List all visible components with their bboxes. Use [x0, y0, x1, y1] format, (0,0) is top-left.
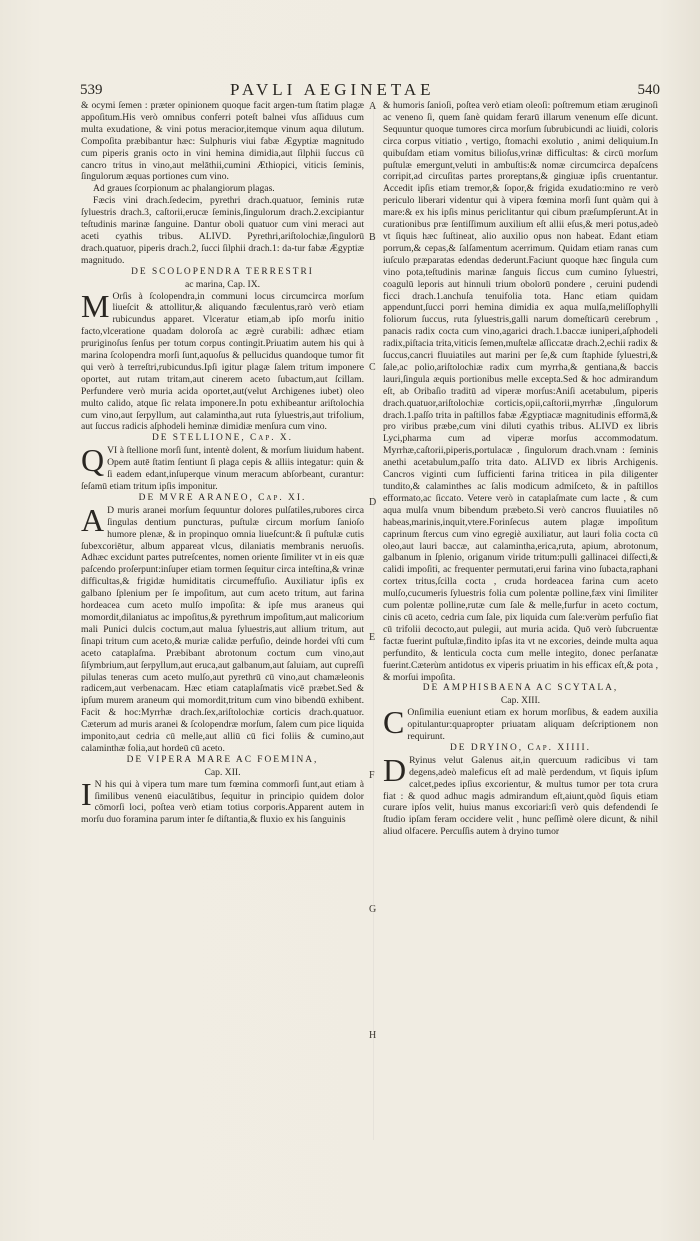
chapter-number: Cap. XII. [204, 766, 241, 778]
paragraph [81, 287, 364, 434]
margin-letter-d: D [369, 497, 377, 508]
section-heading: DE SCOLOPENDRA TERRESTRI [131, 266, 314, 277]
section-heading: DE AMPHISBAENA AC SCYTALA, [422, 683, 619, 694]
paragraph: Fæcis vini drach.ſedecim, pyrethri drach.quatuor, ſeminis rutæ ſyluestris drach.3, caſtorii,erucæ ſeminis,ſingulorum drach.2.excipiantur teſtudinis marinæ ſanguine. Dantur oboli quatuor cum vini meraci aut aceti cyathis tribus. ALIVD. Pyrethri,ariſtolochiæ,ſingulorū drach.quatuor, piperis drach.2, ſucci ſilphii drach.1: da-tur fabæ Ægyptiæ magnitudo. [81, 195, 364, 266]
paragraph [383, 751, 658, 838]
drop-cap: A [81, 501, 105, 538]
page-number-left: 539 [80, 82, 103, 98]
section-heading: DE STELLIONE, Cap. X. [151, 433, 294, 444]
paragraph-text: N his qui à vipera tum mare tum fœmina commorſi ſunt,aut etiam à ſimilibus venenū eiaculātibus, ſequitur in principio quidem dolor cōmorſi loci, poſtea verò etiam totius corporis.Apparent autem in morſu duo foramina parum inter ſe diſtantia,& fluxio ex his ſanguinis [81, 778, 364, 826]
paragraph [81, 442, 364, 493]
drop-cap: C [383, 704, 405, 741]
chapter-number: Cap. XIII. [500, 695, 541, 707]
margin-letter-a: A [369, 101, 377, 112]
paragraph-text: VI à ſtellione morſi ſunt, intentè dolent, & morſum liuidum habent. Opem autē ſtatim ſentiunt ſi plaga cepis & alliis integatur: quin & ſi eadem edant,inſuperque vinum meracum abſorbeant, curantur: ſeſamū etiam tritum ipſis imponitur. [81, 445, 364, 492]
drop-cap: I [81, 775, 92, 812]
right-column [383, 100, 658, 838]
paragraph-text: Ryinus velut Galenus ait,in quercuum radicibus vi tam degens,adeò maleficus eſt ad malè perdendum, vt ſiquis ipſum calcet,pedes ipſius excorientur, & multus tumor per tota crura fiat : & quod adhuc magis admirandum eſt,aiunt,quòd ſiquis etiam curare ipſos velit, huius manus excoriari:ſi verò quis defendendi ſe ſtudio ipſam feram occidere velit , hunc peſſimè olere dicunt, & nihil aliud olfacere. Percuſſis autem à dryino tumor [383, 754, 658, 838]
margin-letter-f: F [369, 770, 375, 781]
paragraph: & ocymi ſemen : præter opinionem quoque facit argen-tum ſtatim plagæ appoſitum.His verò omnibus conferri poteſt balnei vſus aſſiduus cum multa exudatione, & vini potus meracior,itemque vinum aqua dilutum. Compoſita præbibantur hæc: Sulphuris viui fabæ Ægyptiæ magnitudo cum piperis granis octo in vini hemina dimidia,aut ſilphii ſuccus cū cancro tritus in vino,aut melāthii,cumini Æthiopici, viticis ſeminis, ſingulorum æquas portiones cum vino. [81, 100, 364, 183]
paragraph [81, 775, 364, 827]
paragraph-text: D muris aranei morſum ſequuntur dolores pulſatiles,rubores circa ſingulas dentium puncturas, puſtulæ circum morſum ſanioſo humore plenæ, & in propinquo omnia liueſcunt:& ſi puſtulæ cutis ſubexcoriētur, album appareat vlcus, dilaniatis membranis neruoſis. Adhæc excidunt partes putreſcentes, nomen oriente ſimiliter vt in eis quæ paſcendo proſerpunt:inſuper etiam tormen ſequitur circa inteſtina,& vrinæ difficultas,& frigidæ humiditatis circumeffuſio. Auxiliatur ipſis ex galbano ſplenium per ſe impoſitum, aut cum aceto tritum, aut farina hordeacea cum aceto mulſo impoſita: & ipſe mus araneus qui momordit,dilaniatus ac impoſitus,& pyrethrum impoſitum,aut malicorium mali Punici dulcis coctum,aut malua ſyluestris,aut allium tritum, aut ſinapi tritum cum aceto,& muriæ calidæ perfuſio, deinde hordei vſti cum aceto cataplaſma. Præbibant abrotonum coctum cum vino,aut ſiſymbrium,aut ſerpyllum,aut eruca,aut galbanum,aut ſaluiam, aut cupreſſi pilulas teneras cum aceto mulſo,aut pyrethrū cū vino,aut chamæleonis radicem,aut verbenacam. Hæc etiam cataplaſmatis vicē præbet.Sed & ipſum murem araneum qui momordit,tritum cum vino bibendū exhibent. Facit & hoc:Myrrhæ drach.ſex,ariſtolochiæ corticis drach.quatuor. Cæterum ad muris aranei & ſcolopendræ morſum, ſalem cum pice liquida imponito,aut cedria cū melle,aut alliū cū fici foliis & cumino,aut calaminthæ folia,aut hordeū cū aceto. [81, 504, 364, 754]
paragraph-text: Orſis à ſcolopendra,in communi locus circumcirca morſum liueſcit & attollitur,& aliquando fæculentus,rarò verò etiam rubicundus apparet. Vlceratur etiam,ab ipſo morſu initio facto,vlceratione quadam doloroſa ac ægrè curabili: adhæc etiam pruriginoſus ſenſus per totum corpus contingit.Priuatim autem his qui à marina ſcolopendra morſi ſunt,aquoſus & pellucidus quandoque tumor fit qui verò à terreſtri,rubicundus.Ipſi igitur plagæ ſalem tritum imponere oportet, aut rutam tritam,aut cinerem aceto ſubactum,aut ſcillam. Perfundere verò muria acida oportet,aut(velut Archigenes iubet) oleo multo calido, atque ſic relata imponere.In potu exhibeantur ariſtolochia cum vino,aut ſerpyllum, aut calamintha,aut ruta ſyluestris,aut trifolium, aut ſuccus radicis aſphodeli heminæ dimidiæ menſura cum vino. [81, 290, 364, 433]
drop-cap: M [81, 287, 110, 324]
margin-letter-g: G [369, 904, 377, 915]
paragraph: Ad graues ſcorpionum ac phalangiorum plagas. [93, 183, 275, 195]
left-column [81, 100, 364, 826]
chapter-number: ac marina, Cap. IX. [184, 278, 261, 290]
drop-cap: Q [81, 442, 105, 479]
margin-letter-e: E [369, 632, 376, 643]
column-gutter [373, 100, 374, 1140]
section-heading: DE MVRE ARANEO, Cap. XI. [138, 492, 307, 503]
paragraph [383, 704, 658, 743]
margin-letter-b: B [369, 232, 376, 243]
running-title: PAVLI AEGINETAE [230, 80, 435, 99]
page-number-right: 540 [637, 82, 660, 98]
paragraph: & humoris ſanioſi, poſtea verò etiam oleoſi: poſtremum etiam æruginoſi ac veneno ſi, quem ſanè quidam ferarū illarum venenum eſſe dicunt. Sequuntur quoque tumores circa morſum ſubrubicundi ac liuidi, coloris circa corpus vitiatio , vertigo, ſtomachi exolutio , animi deliquium.In quibuſdam etiam vomitus bilioſus,vrinæ difficultas: & circū morſum puſtulæ emergunt,veluti in ambuſtis:& nomæ circumcirca depaſcens corripit,ad circuſitas partes proreptans,& gingiuæ ipſis cruentantur. Accedit ipſis etiam tremor,& ſopor,& frigida exudatio:mino re verò periculo liberari videntur qui à vipera fœmina morſi ſunt quàm qui à mare:& ex his ipſis minus periclitantur qui cibum præſumpſerunt.At in curationibus præ ſentiſſimum auxilium eſt allii eſus,& meri potus,adeò vt ſiquis hæc ſuſtineat, alio auxilio opus non habeat. Edant etiam porrum,& cepas,& ſalſamentum acerrimum. Quidam etiam ranas cum iuſculo præparatas edendas dederunt.Faciunt quoque hæc ſingula cum vino pota,teſtudinis marinæ ſanguis ſiccus cum cumino ſyluestri, coagulū leporis aut hinnuli trium obolorū pondere , ceruini pudendi ficci drach.1.anchuſa tenuifolia tota. Hanc etiam quidam appendunt,ſucci porri hemina dimidia ex aqua mulſa,meliſſophylli foliorum ſuccus, ruta ſyluestris,galli narum domeſticarū cerebrum , panacis radix cocta cum vino,agarici drach.1.baccæ iuniperi,aſphodeli radix,piſtacia trita,viticis ſemen,muſtelæ aſſiccatæ drach.2,echii radix & ſuccus,cancri fluuiatiles aut marini per ſe,& cum ſtaphide ſyluestri,& ſale,ac polio,ariſtolochiæ radix cum myrrha,& gentiana,& baccis lauri,ſingula æquis portionibus melle excepta.Sed & hoc admirandum eſt, ab Oribaſio traditū ad viperæ morſus:Aniſi acetabulum, piperis drach.quatuor,ariſtolochiæ corticis,opii,caſtorii,myrrhæ ,ſingulorum drach.1.paſſo trita in paſtillos fabæ Ægyptiacæ magnitudinis efformā,& pro viribus præbe,cum vini diluti cyathis tribus. ALIVD ex libris Lyci,pharma cum ad viperæ morſus accommodatum. Myrrhæ,caſtorii,piperis,portulacæ , ſingulorum drach.vnam : ſeminis anethi acetabulum,paſſo trita dato. ALIVD ex libris Archigenis. Cancros viginti cum ſufficienti farina triticea in pila diligenter tundito,& calaminthes ac ſalis modicum admiſceto, & in paſtillos efformato,ac ſiccato. Vetere verò in cataplaſmate cum lacte , & cum aqua mulſa vnum bibendum præbeto.Si verò cancros fluuiatiles nō habeas,marinis,inquit,vtere.Forinſecus autem plagæ impoſitum caprinum ſtercus cum vino egregiè auxiliatur, aut lauri folia cocta cū oleo,aut lauri baccæ, aut calamintha,erica,ruta, apium, abrotonum, galbanum in ſplenio, origanum viride tritum:pulli gallinacei diſſecti,& calidi impoſiti, ac frequenter permutati,erui farina vino ſubacta,raphani cortex tritus,ſcilla cocta , cruda hordeacea farina cum aceto mulſo,cucumeris ſyluestris folia cum polentæ polline,fæx vini ſimiliter cum polentæ polline,rutæ cum ſale & melle,furfur in aceto coctum, cinis cū aceto, cedria cum ſale, pix liquida cum ſale:verùm perfuſio fiat cū trifolii decocto,aut pulegii, aut muria acida. Quō verò ſubcruentæ factæ fuerint puſtulæ,findito ipſas ita vt ne excories, deinde multa aqua perfundito, & lenticula cocta cum melle integito, donec perſanatæ fuerint.Cæterùm antidotus ex viperis priuatim in his efficax eſt,& pota , & morſui impoſita. [383, 100, 658, 683]
paragraph [81, 501, 364, 755]
section-heading: DE DRYINO, Cap. XIIII. [450, 742, 591, 753]
section-heading: DE VIPERA MARE AC FOEMINA, [126, 754, 319, 765]
margin-letter-c: C [369, 362, 376, 373]
paragraph-text: Onſimilia eueniunt etiam ex horum morſibus, & eadem auxilia opitulantur:quapropter priuatam aliquam deſcriptionem non requirunt. [407, 707, 658, 743]
drop-cap: D [383, 751, 407, 788]
margin-letter-h: H [369, 1030, 377, 1041]
